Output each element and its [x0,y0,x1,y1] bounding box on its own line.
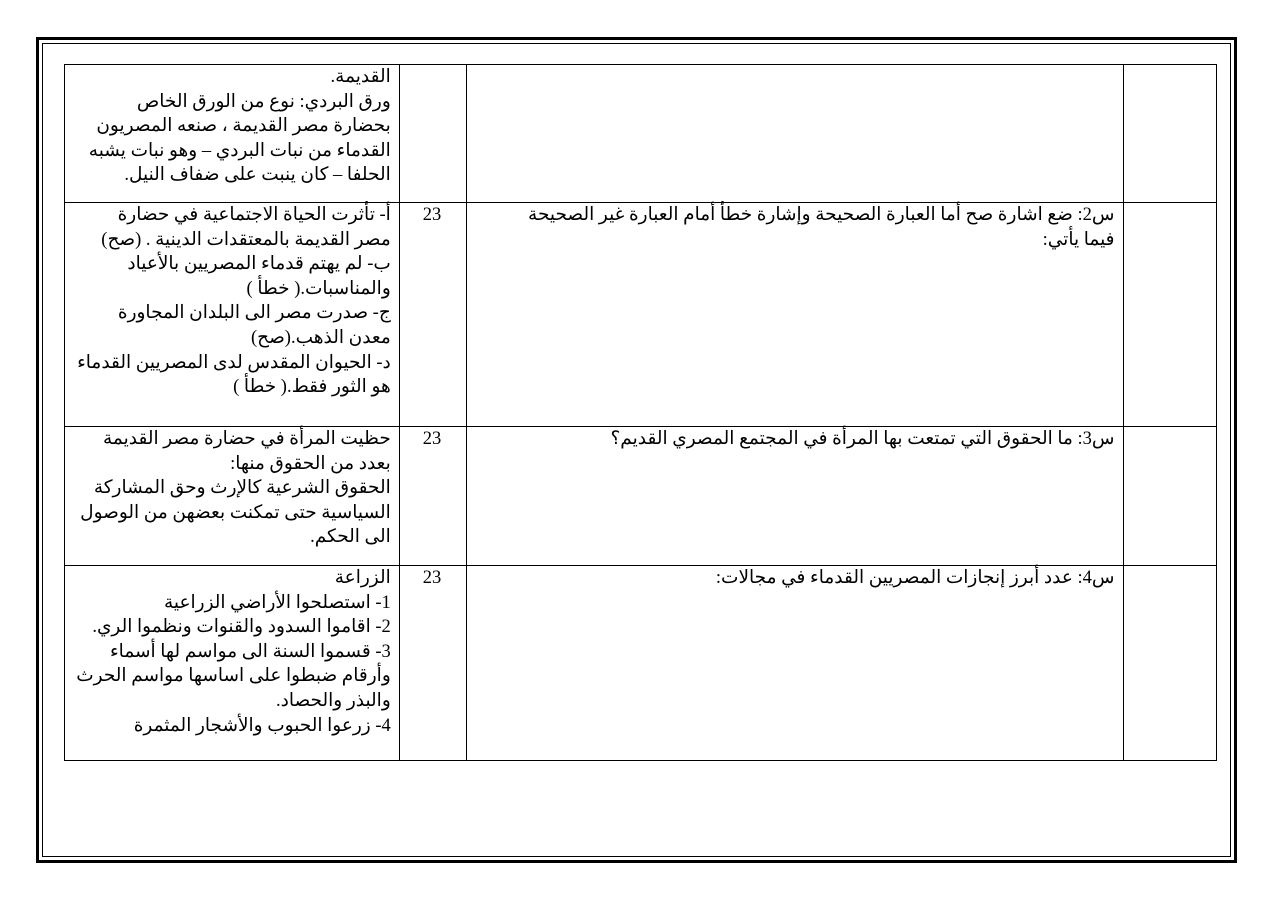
answer-line: 1- استصلحوا الأراضي الزراعية [163,592,391,613]
table-row [65,203,1217,427]
question-line: فيما يأتي: [1042,229,1115,250]
blank-cell [1123,427,1216,566]
question-cell [467,203,1123,427]
answer-line: بحضارة مصر القديمة ، صنعه المصريون [96,116,391,137]
answer-line: الى الحكم. [310,527,391,548]
answer-line: وأرقام ضبطوا على اساسها مواسم الحرث [76,666,391,687]
question-line: س4: عدد أبرز إنجازات المصريين القدماء في مجالات: [715,568,1115,588]
table-row [65,427,1217,566]
answer-line: 3- قسموا السنة الى مواسم لها أسماء [109,641,391,662]
table-row [65,65,1217,203]
answer-line: القدماء من نبات البردي – وهو نبات يشبه [88,140,391,161]
answer-line: 4- زرعوا الحبوب والأشجار المثمرة [133,715,391,736]
answer-line: معدن الذهب.(صح) [251,327,391,348]
answer-key-table [64,64,1217,761]
table-row [65,566,1217,761]
blank-cell [1123,203,1216,427]
answer-line: بعدد من الحقوق منها: [230,453,391,474]
answer-line: مصر القديمة بالمعتقدات الدينية . (صح) [101,229,391,250]
answer-line: ورق البردي: نوع من الورق الخاص [136,91,391,112]
answer-line: أ- تأثرت الحياة الاجتماعية في حضارة [117,205,391,225]
number-cell: 23 [399,566,466,761]
answer-line: الزراعة [334,568,391,588]
number-cell: 23 [399,203,466,427]
answer-line: القديمة. [330,67,391,87]
answer-cell [65,65,400,203]
answer-line: حظيت المرأة في حضارة مصر القديمة [102,429,391,449]
answer-line: والمناسبات.( خطأ ) [246,278,391,299]
question-line: س2: ضع اشارة صح أما العبارة الصحيحة وإشارة خطأ أمام العبارة غير الصحيحة [528,205,1115,225]
blank-cell [1123,65,1216,203]
answer-line: د- الحيوان المقدس لدى المصريين القدماء [77,352,391,373]
answer-line: الحلفا – كان ينبت على ضفاف النيل. [124,165,391,186]
answer-line: هو الثور فقط.( خطأ ) [233,377,391,398]
answer-line: ب- لم يهتم قدماء المصريين بالأعياد [127,254,391,275]
answer-line: السياسية حتى تمكنت بعضهن من الوصول [80,502,391,523]
answer-cell [65,566,400,761]
question-cell [467,566,1123,761]
number-cell: 23 [399,427,466,566]
question-cell [467,427,1123,566]
answer-line: 2- اقاموا السدود والقنوات ونظموا الري. [92,617,391,638]
answer-line: والبذر والحصاد. [276,690,391,711]
number-cell [399,65,466,203]
answer-line: الحقوق الشرعية كالإرث وحق المشاركة [93,478,391,499]
answer-cell [65,427,400,566]
answer-line: ج- صدرت مصر الى البلدان المجاورة [117,303,391,324]
answer-cell [65,203,400,427]
blank-cell [1123,566,1216,761]
question-line: س3: ما الحقوق التي تمتعت بها المرأة في المجتمع المصري القديم؟ [610,429,1115,449]
question-cell [467,65,1123,203]
